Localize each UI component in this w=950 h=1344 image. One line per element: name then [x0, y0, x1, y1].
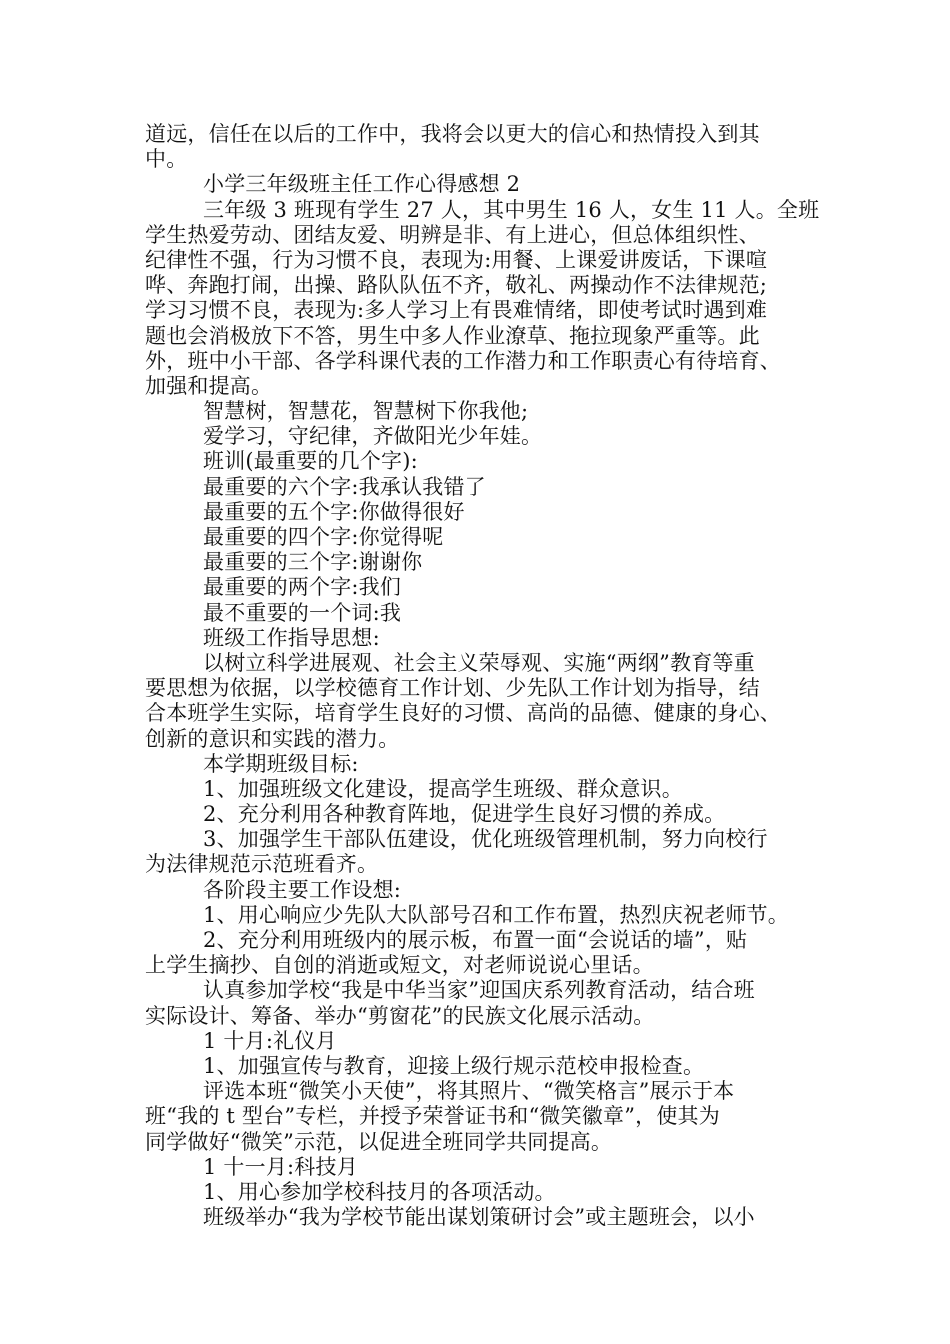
text-line: 最重要的四个字:你觉得呢	[203, 525, 444, 549]
text-line: 3、加强学生干部队伍建设，优化班级管理机制，努力向校行	[203, 827, 768, 852]
text-line: 要思想为依据，以学校德育工作计划、少先队工作计划为指导，结	[145, 676, 760, 701]
text-line: 合本班学生实际，培育学生良好的习惯、高尚的品德、健康的身心、	[145, 701, 781, 726]
text-line: 三年级 3 班现有学生 27 人，其中男生 16 人，女生 11 人。全班	[203, 197, 820, 222]
text-line: 加强和提高。	[145, 373, 273, 398]
text-line: 评选本班“微笑小天使”，将其照片、“微笑格言”展示于本	[203, 1079, 735, 1104]
text-line: 认真参加学校“我是中华当家”迎国庆系列教育活动，结合班	[203, 978, 755, 1003]
text-line: 实际设计、筹备、举办“剪窗花”的民族文化展示活动。	[145, 1003, 655, 1028]
section-heading: 小学三年级班主任工作心得感想 2	[203, 172, 521, 197]
text-line: 班级举办“我为学校节能出谋划策研讨会”或主题班会，以小	[203, 1205, 755, 1230]
text-line: 创新的意识和实践的潜力。	[145, 726, 400, 751]
text-line: 题也会消极放下不答，男生中多人作业潦草、拖拉现象严重等。此	[145, 323, 760, 348]
text-line: 学生热爱劳动、团结友爱、明辨是非、有上进心，但总体组织性、	[145, 222, 760, 247]
text-line: 本学期班级目标:	[203, 751, 359, 776]
text-line: 班级工作指导思想:	[203, 625, 380, 650]
text-line: 爱学习，守纪律，齐做阳光少年娃。	[203, 424, 543, 449]
text-line: 各阶段主要工作设想:	[203, 877, 402, 902]
text-line: 2、充分利用班级内的展示板，布置一面“会说话的墙”，贴	[203, 928, 748, 952]
text-line: 1、用心响应少先队大队部号召和工作布置，热烈庆祝老师节。	[203, 902, 789, 927]
text-line: 1 十月:礼仪月	[203, 1028, 337, 1053]
text-line: 1 十一月:科技月	[203, 1154, 358, 1179]
text-line: 学习习惯不良，表现为:多人学习上有畏难情绪，即使考试时遇到难	[145, 298, 768, 323]
text-line: 最重要的五个字:你做得很好	[203, 499, 465, 524]
text-line: 2、充分利用各种教育阵地，促进学生良好习惯的养成。	[203, 802, 726, 827]
text-line: 1、用心参加学校科技月的各项活动。	[203, 1179, 556, 1204]
text-line: 最重要的三个字:谢谢你	[203, 550, 423, 575]
text-line: 最重要的两个字:我们	[203, 575, 402, 600]
text-line: 最重要的六个字:我承认我错了	[203, 474, 486, 499]
text-line: 上学生摘抄、自创的消逝或短文，对老师说说心里话。	[145, 953, 654, 978]
text-line: 以树立科学进展观、社会主义荣辱观、实施“两纲”教育等重	[203, 650, 755, 675]
text-line: 道远，信任在以后的工作中，我将会以更大的信心和热情投入到其	[145, 122, 760, 146]
document-body	[145, 122, 825, 1230]
text-line: 班“我的 t 型台”专栏，并授予荣誉证书和“微笑徽章”，使其为	[145, 1104, 720, 1129]
text-line: 1、加强宣传与教育，迎接上级行规示范校申报检查。	[203, 1053, 705, 1078]
text-line: 外，班中小干部、各学科课代表的工作潜力和工作职责心有待培育、	[145, 348, 781, 373]
text-line: 同学做好“微笑”示范，以促进全班同学共同提高。	[145, 1129, 613, 1154]
text-line: 哗、奔跑打闹，出操、路队队伍不齐，敬礼、两操动作不法律规范;	[145, 273, 768, 298]
text-line: 智慧树，智慧花，智慧树下你我他;	[203, 399, 529, 424]
text-line: 纪律性不强，行为习惯不良，表现为:用餐、上课爱讲废话，下课喧	[145, 247, 768, 272]
text-line: 1、加强班级文化建设，提高学生班级、群众意识。	[203, 776, 683, 801]
text-line: 最不重要的一个词:我	[203, 600, 402, 625]
text-line: 为法律规范示范班看齐。	[145, 852, 379, 877]
text-line: 班训(最重要的几个字):	[203, 449, 418, 474]
text-line: 中。	[145, 147, 188, 172]
